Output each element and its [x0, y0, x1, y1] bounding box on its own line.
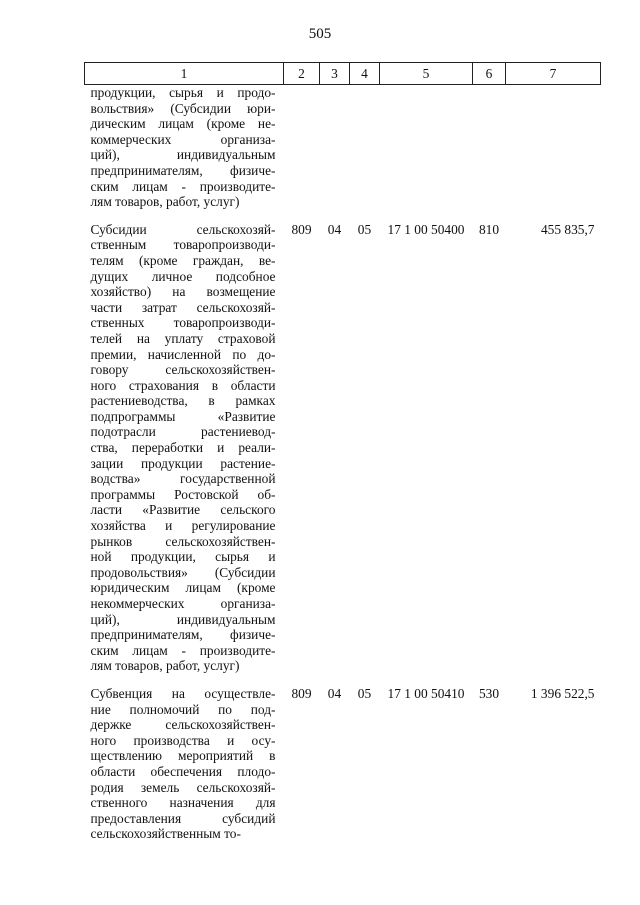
description-line: области обеспечения плодо-	[90, 763, 276, 779]
description-line: ства, переработки и реали-	[90, 440, 276, 456]
column-header: 5	[380, 63, 473, 85]
description-line: родия земель сельскохозяй-	[90, 779, 276, 795]
description-line: предпринимателям, физиче-	[90, 627, 276, 643]
subsection-code: 05	[357, 685, 372, 701]
description-line: говору сельскохозяйствен-	[90, 362, 276, 378]
target-item-code: 17 1 00 50410	[387, 685, 465, 701]
row-description	[85, 210, 284, 674]
column-header: 4	[350, 63, 380, 85]
description-line: хозяйство) на возмещение	[90, 284, 276, 300]
description-line: ственных товаропроизводи-	[90, 315, 276, 331]
column-header: 6	[473, 63, 506, 85]
section-code: 04	[327, 685, 342, 701]
description-line: лям товаров, работ, услуг)	[90, 194, 240, 210]
column-header: 7	[506, 63, 601, 85]
description-line: водства» государственной	[90, 471, 276, 487]
description-line: коммерческих организа-	[90, 131, 276, 147]
description-line: ций), индивидуальным	[90, 147, 276, 163]
row-description	[85, 674, 284, 842]
target-item-code	[380, 85, 473, 210]
description-line: зации продукции растение-	[90, 455, 276, 471]
description-line: ной продукции, сырья и	[90, 549, 276, 565]
description-line: лям товаров, работ, услуг)	[90, 658, 240, 674]
description-line: ласти «Развитие сельского	[90, 502, 276, 518]
section-code	[320, 85, 350, 210]
description-line: премии, начисленной по до-	[90, 346, 276, 362]
table-header-row	[85, 63, 601, 85]
description-line: хозяйства и регулирование	[90, 518, 276, 534]
description-line: продовольствия» (Субсидии	[90, 564, 276, 580]
amount: 455 835,7	[540, 221, 595, 237]
description-line: ществлению мероприятий в	[90, 748, 276, 764]
description-line: продукции, сырья и продо-	[90, 85, 276, 100]
expense-type-code: 530	[478, 685, 500, 701]
column-header: 1	[85, 63, 284, 85]
budget-table	[84, 62, 601, 842]
column-header: 2	[284, 63, 320, 85]
description-line: телям (кроме граждан, ве-	[90, 252, 276, 268]
row-description	[85, 85, 284, 210]
ministry-code	[284, 85, 320, 210]
description-line: растениеводства, в рамках	[90, 393, 276, 409]
description-line: предпринимателям, физиче-	[90, 162, 276, 178]
description-line: Субсидии сельскохозяй-	[90, 221, 276, 237]
subsection-code	[350, 85, 380, 210]
ministry-code: 809	[291, 685, 312, 701]
section-code: 04	[327, 221, 342, 237]
description-line: подотрасли растениевод-	[90, 424, 276, 440]
table-row	[85, 210, 601, 674]
description-line: рынков сельскохозяйствен-	[90, 533, 276, 549]
description-line: Субвенция на осуществле-	[90, 685, 276, 701]
description-line: ние полномочий по под-	[90, 701, 276, 717]
description-line: некоммерческих организа-	[90, 596, 276, 611]
description-line: части затрат сельскохозяй-	[90, 299, 276, 315]
description-line: держке сельскохозяйствен-	[90, 717, 276, 733]
table-row	[85, 674, 601, 842]
description-line: ским лицам - производите-	[90, 642, 276, 658]
amount: 1 396 522,5	[530, 685, 595, 701]
description-line: дущих личное подсобное	[90, 268, 276, 284]
description-line: дическим лицам (кроме не-	[90, 116, 276, 132]
description-line: ственным товаропроизводи-	[90, 237, 276, 253]
description-line: сельскохозяйственным то-	[90, 826, 241, 842]
page-number: 505	[308, 26, 332, 42]
description-line: ственного назначения для	[90, 795, 276, 811]
expense-type-code: 810	[478, 221, 500, 237]
description-line: программы Ростовской об-	[90, 486, 276, 502]
subsection-code: 05	[357, 221, 372, 237]
description-line: ским лицам - производите-	[90, 178, 276, 194]
amount	[506, 85, 601, 210]
description-line: подпрограммы «Развитие	[90, 408, 276, 424]
description-line: вольствия» (Субсидии юри-	[90, 100, 276, 116]
description-line: ного страхования в области	[90, 377, 276, 393]
table-row	[85, 85, 601, 210]
description-line: юридическим лицам (кроме	[90, 580, 276, 596]
column-header: 3	[320, 63, 350, 85]
description-line: предоставления субсидий	[90, 810, 276, 826]
description-line: ного производства и осу-	[90, 732, 276, 748]
expense-type-code	[473, 85, 506, 210]
description-line: ций), индивидуальным	[90, 611, 276, 627]
description-line: телей на уплату страховой	[90, 330, 276, 346]
target-item-code: 17 1 00 50400	[387, 221, 465, 237]
ministry-code: 809	[291, 221, 312, 237]
